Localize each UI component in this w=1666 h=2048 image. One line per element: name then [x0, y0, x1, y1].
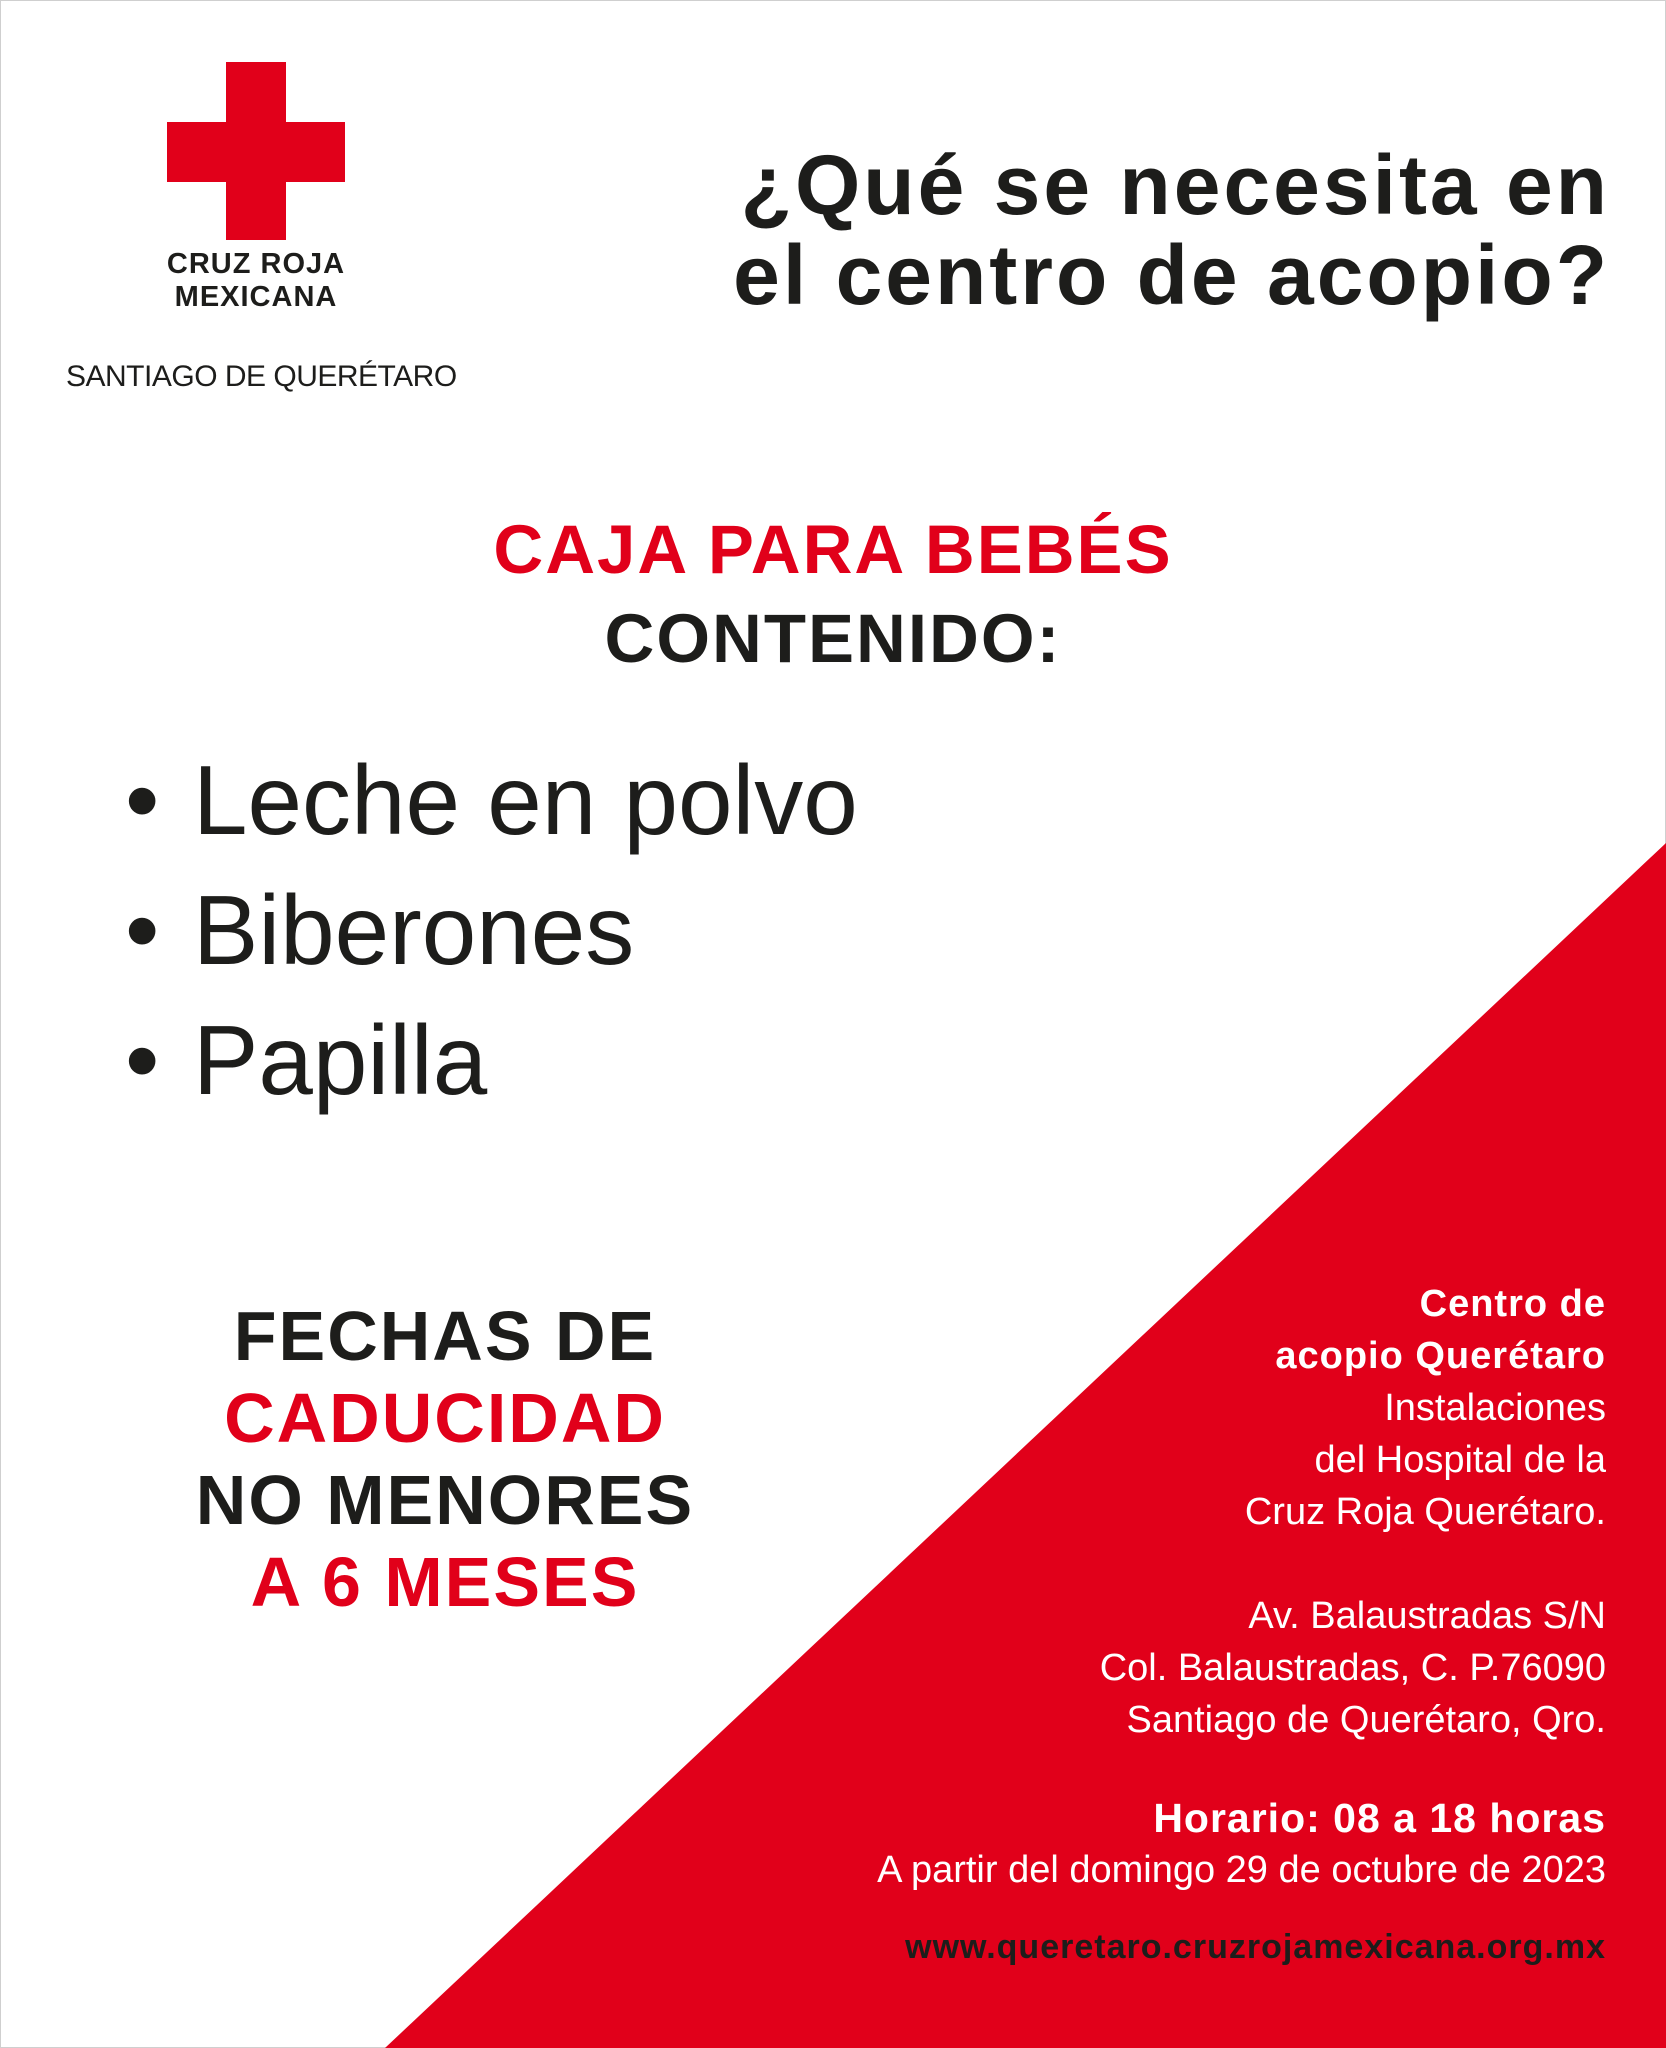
item-list	[125, 735, 1125, 1125]
collection-center-info	[700, 1278, 1606, 1896]
logo-name-line1: CRUZ ROJA	[166, 248, 346, 280]
opening-hours: Horario: 08 a 18 horas	[1153, 1795, 1606, 1841]
center-location-line2: del Hospital de la	[1314, 1439, 1606, 1481]
expiry-line4: A 6 MESES	[250, 1543, 640, 1621]
address-line2: Col. Balaustradas, C. P.76090	[1099, 1647, 1606, 1689]
logo-name-line2: MEXICANA	[174, 281, 338, 313]
address-line3: Santiago de Querétaro, Qro.	[1126, 1699, 1606, 1741]
expiry-line2: CADUCIDAD	[224, 1379, 666, 1457]
list-item: • Papilla	[125, 995, 1125, 1125]
title-line1: ¿Qué se necesita en	[740, 138, 1610, 232]
address-line1: Av. Balaustradas S/N	[1248, 1595, 1606, 1637]
center-name-line1: Centro de	[1419, 1283, 1606, 1325]
website-link[interactable]: www.queretaro.cruzrojamexicana.org.mx	[905, 1928, 1606, 1966]
red-cross-icon	[167, 62, 345, 240]
expiry-notice	[140, 1295, 750, 1623]
center-name-line2: acopio Querétaro	[1275, 1335, 1606, 1377]
spacer	[700, 1538, 1606, 1590]
box-title: CAJA PARA BEBÉS	[493, 511, 1173, 588]
box-subtitle: CONTENIDO:	[604, 600, 1062, 677]
spacer	[700, 1746, 1606, 1792]
logo-organization-name	[120, 248, 392, 314]
expiry-line1: FECHAS DE	[233, 1297, 657, 1375]
center-location-line3: Cruz Roja Querétaro.	[1244, 1491, 1606, 1533]
list-item: • Biberones	[125, 865, 1125, 995]
list-item: • Leche en polvo	[125, 735, 1125, 865]
red-cross-horizontal-bar	[167, 122, 345, 182]
box-heading	[200, 505, 1466, 683]
title-line2: el centro de acopio?	[733, 228, 1610, 322]
expiry-line3: NO MENORES	[195, 1461, 695, 1539]
center-location-line1: Instalaciones	[1384, 1387, 1606, 1429]
page-title	[560, 140, 1610, 320]
start-date: A partir del domingo 29 de octubre de 2023	[877, 1849, 1606, 1891]
logo-city: SANTIAGO DE QUERÉTARO	[66, 360, 457, 393]
